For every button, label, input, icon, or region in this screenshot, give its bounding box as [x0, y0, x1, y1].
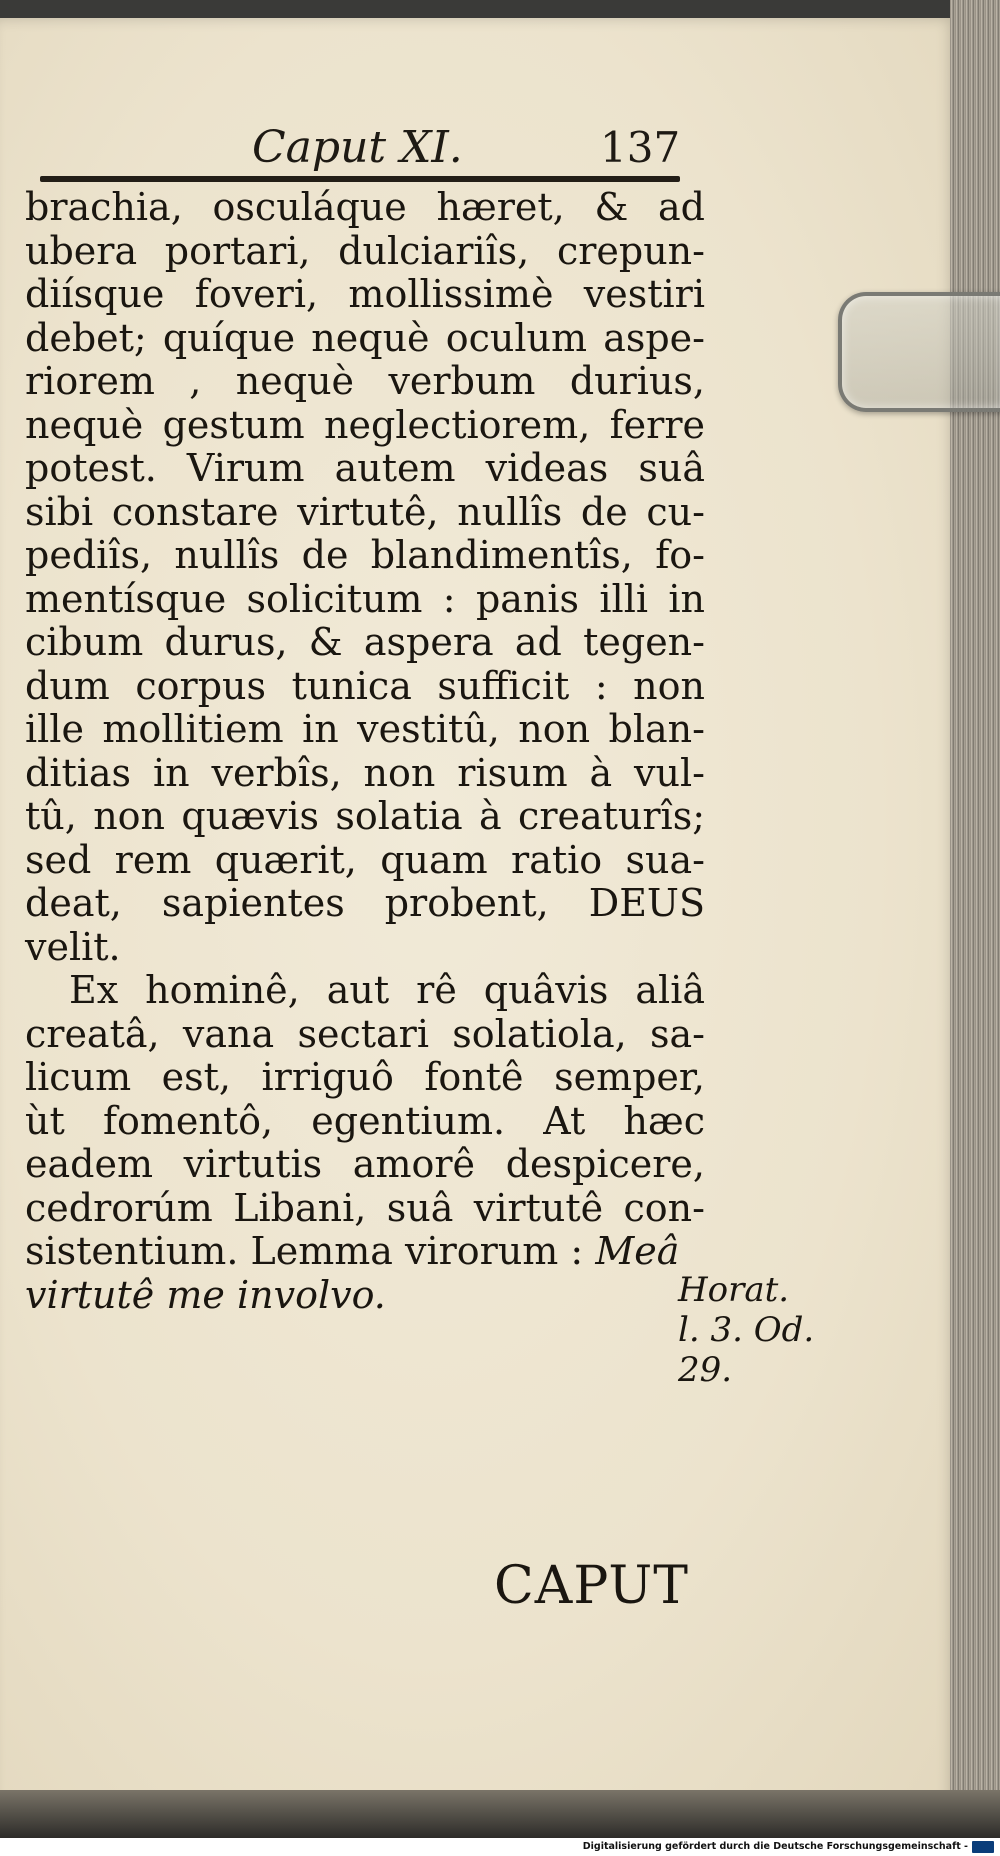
text-line: riorem , nequè verbum durius,: [25, 359, 705, 403]
text-line: brachia, osculáque hæret, & ad: [25, 185, 705, 229]
footer-credit: Digitalisierung gefördert durch die Deutsche Forschungsgemeinschaft -: [582, 1841, 968, 1852]
text-line: ditias in verbîs, non risum à vul-: [25, 750, 705, 795]
margin-citation: [678, 1270, 848, 1390]
text-line: diísque foveri, mollissimè vestiri: [25, 272, 705, 316]
body-text: [25, 186, 705, 1317]
text-line: dum corpus tunica sufficit : non: [25, 663, 705, 708]
page-bottom-shadow: [0, 1790, 1000, 1838]
header-rule: [40, 176, 680, 182]
dfg-logo-icon: [972, 1841, 994, 1853]
text-line: creatâ, vana sectari solatiola, sa-: [25, 1011, 705, 1056]
page-edges: [950, 0, 1000, 1856]
text-line: velit.: [25, 924, 121, 969]
page-number: 137: [600, 123, 681, 172]
text-line: ubera portari, dulciariîs, crepun-: [25, 228, 705, 273]
text-line: sibi constare virtutê, nullîs de cu-: [25, 489, 705, 534]
citation-line: l. 3. Od.: [678, 1310, 815, 1350]
running-head: Caput XI.: [252, 122, 463, 173]
text-line: licum est, irriguô fontê semper,: [25, 1055, 705, 1099]
citation-line: Horat.: [678, 1270, 790, 1310]
text-line: pediîs, nullîs de blandimentîs, fo-: [25, 533, 705, 577]
text-line: [25, 1230, 705, 1274]
citation-line: 29.: [678, 1350, 733, 1390]
text-line: debet; quíque nequè oculum aspe-: [25, 315, 705, 360]
text-line: ùt fomentô, egentium. At hæc: [25, 1098, 705, 1143]
text-line-italic: virtutê me involvo.: [25, 1272, 386, 1317]
page-clip: [838, 292, 1000, 412]
text-line: ille mollitiem in vestitû, non blan-: [25, 707, 705, 751]
text-line-italic: Meâ: [595, 1229, 680, 1273]
page-header: [30, 118, 680, 178]
text-line-roman: sistentium. Lemma virorum :: [25, 1229, 584, 1273]
text-line: sed rem quærit, quam ratio sua-: [25, 837, 705, 882]
text-line: Ex hominê, aut rê quâvis aliâ: [69, 968, 705, 1012]
text-line: deat, sapientes probent, DEUS: [25, 881, 705, 925]
text-line: tû, non quævis solatia à creaturîs;: [25, 794, 705, 838]
text-line: nequè gestum neglectiorem, ferre: [25, 402, 705, 447]
text-line: potest. Virum autem videas suâ: [25, 446, 705, 490]
catchword: CAPUT: [494, 1556, 689, 1616]
text-line: mentísque solicitum : panis illi in: [25, 576, 705, 621]
text-line: cedrorúm Libani, suâ virtutê con-: [25, 1185, 705, 1230]
text-line: cibum durus, & aspera ad tegen-: [25, 620, 705, 664]
text-line: eadem virtutis amorê despicere,: [25, 1142, 705, 1186]
